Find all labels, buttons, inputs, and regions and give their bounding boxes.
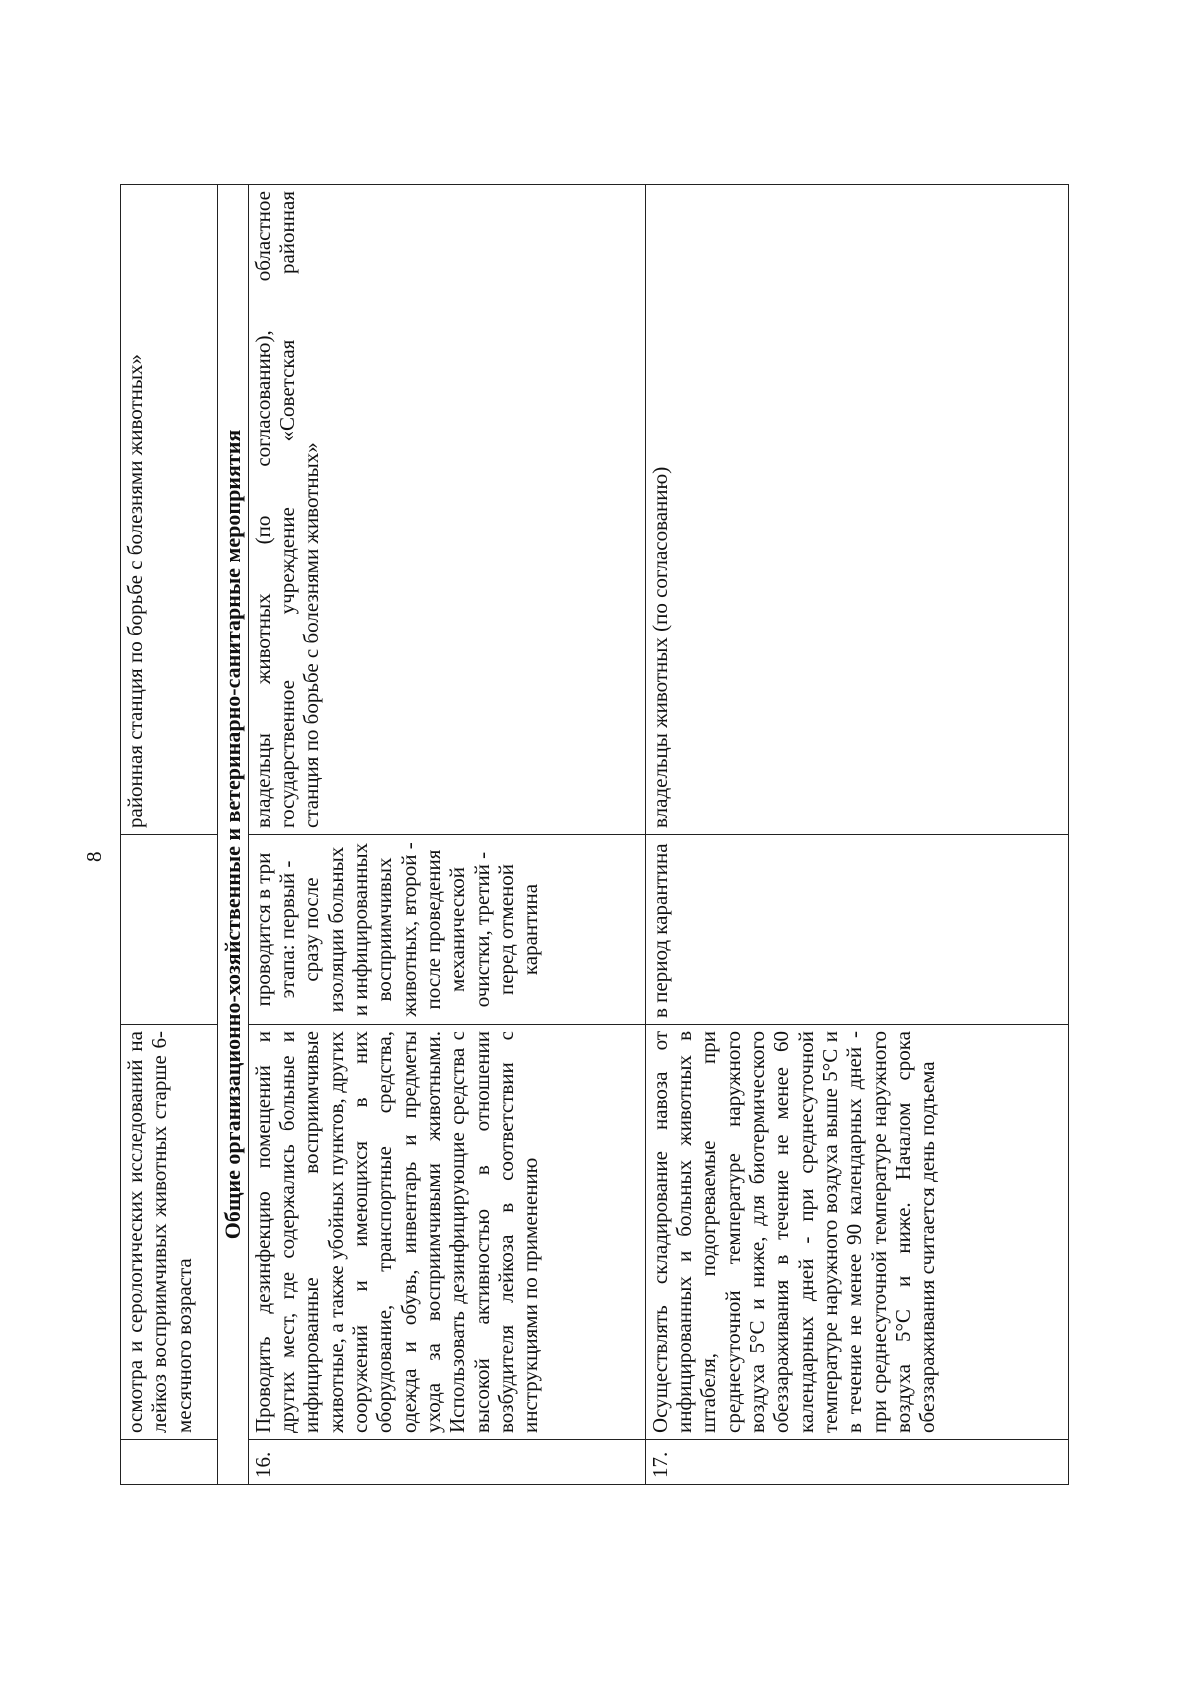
section-heading: Общие организационно-хозяйственные и ветеринарно-санитарные мероприятия [218, 185, 249, 1485]
section-heading-row [218, 185, 249, 1485]
responsible-line: владельцы животных (по согласованию), областное [250, 191, 275, 828]
table-row [645, 185, 1068, 1485]
responsible-cell [248, 185, 645, 835]
responsible-cell: владельцы животных (по согласованию) [645, 185, 1068, 835]
measures-table [120, 184, 1069, 1485]
term-cell [121, 835, 218, 1025]
measure-cell: осмотра и серологических исследований на лейкоз восприимчивых животных старше 6-месячного возраста [121, 1025, 218, 1440]
term-cell: проводится в три этапа: первый - сразу после изоляции больных и инфицированных восприимчивых животных, второй - после проведения механической очистки, третий - перед отменой карантина [248, 835, 645, 1025]
page-number: 8 [82, 851, 106, 862]
measure-cell: Осуществлять складирование навоза от инфицированных и больных животных в штабеля, подогреваемые при среднесуточной температуре наружного воздуха 5°С и ниже, для биотермического обеззараживания в течение не менее 60 календарных дней - при среднесуточной температуре наружного воздуха выше 5°С и в течение не менее 90 календарных дней - при среднесуточной температуре наружного воздуха 5°С и ниже. Началом срока обеззараживания считается день подъема [645, 1025, 1068, 1440]
term-cell: в период карантина [645, 835, 1068, 1025]
table-row-continued [121, 185, 218, 1485]
responsible-cell: районная станция по борьбе с болезнями животных» [121, 185, 218, 835]
measure-cell: Проводить дезинфекцию помещений и других мест, где содержались больные и инфицированные восприимчивые животные, а также убойных пунктов, других сооружений и имеющихся в них оборудование, транспортные средства, одежда и обувь, инвентарь и предметы ухода за восприимчивыми животными. Использовать дезинфицирующие средства с высокой активностью в отношении возбудителя лейкоза в соответствии с инструкциями по применению [248, 1025, 645, 1440]
row-number: 16. [248, 1440, 645, 1485]
number-cell [121, 1440, 218, 1485]
row-number: 17. [645, 1440, 1068, 1485]
responsible-line: станция по борьбе с болезнями животных» [299, 442, 324, 828]
table-row [248, 185, 645, 1485]
responsible-line: государственное учреждение «Советская районная [274, 191, 299, 828]
